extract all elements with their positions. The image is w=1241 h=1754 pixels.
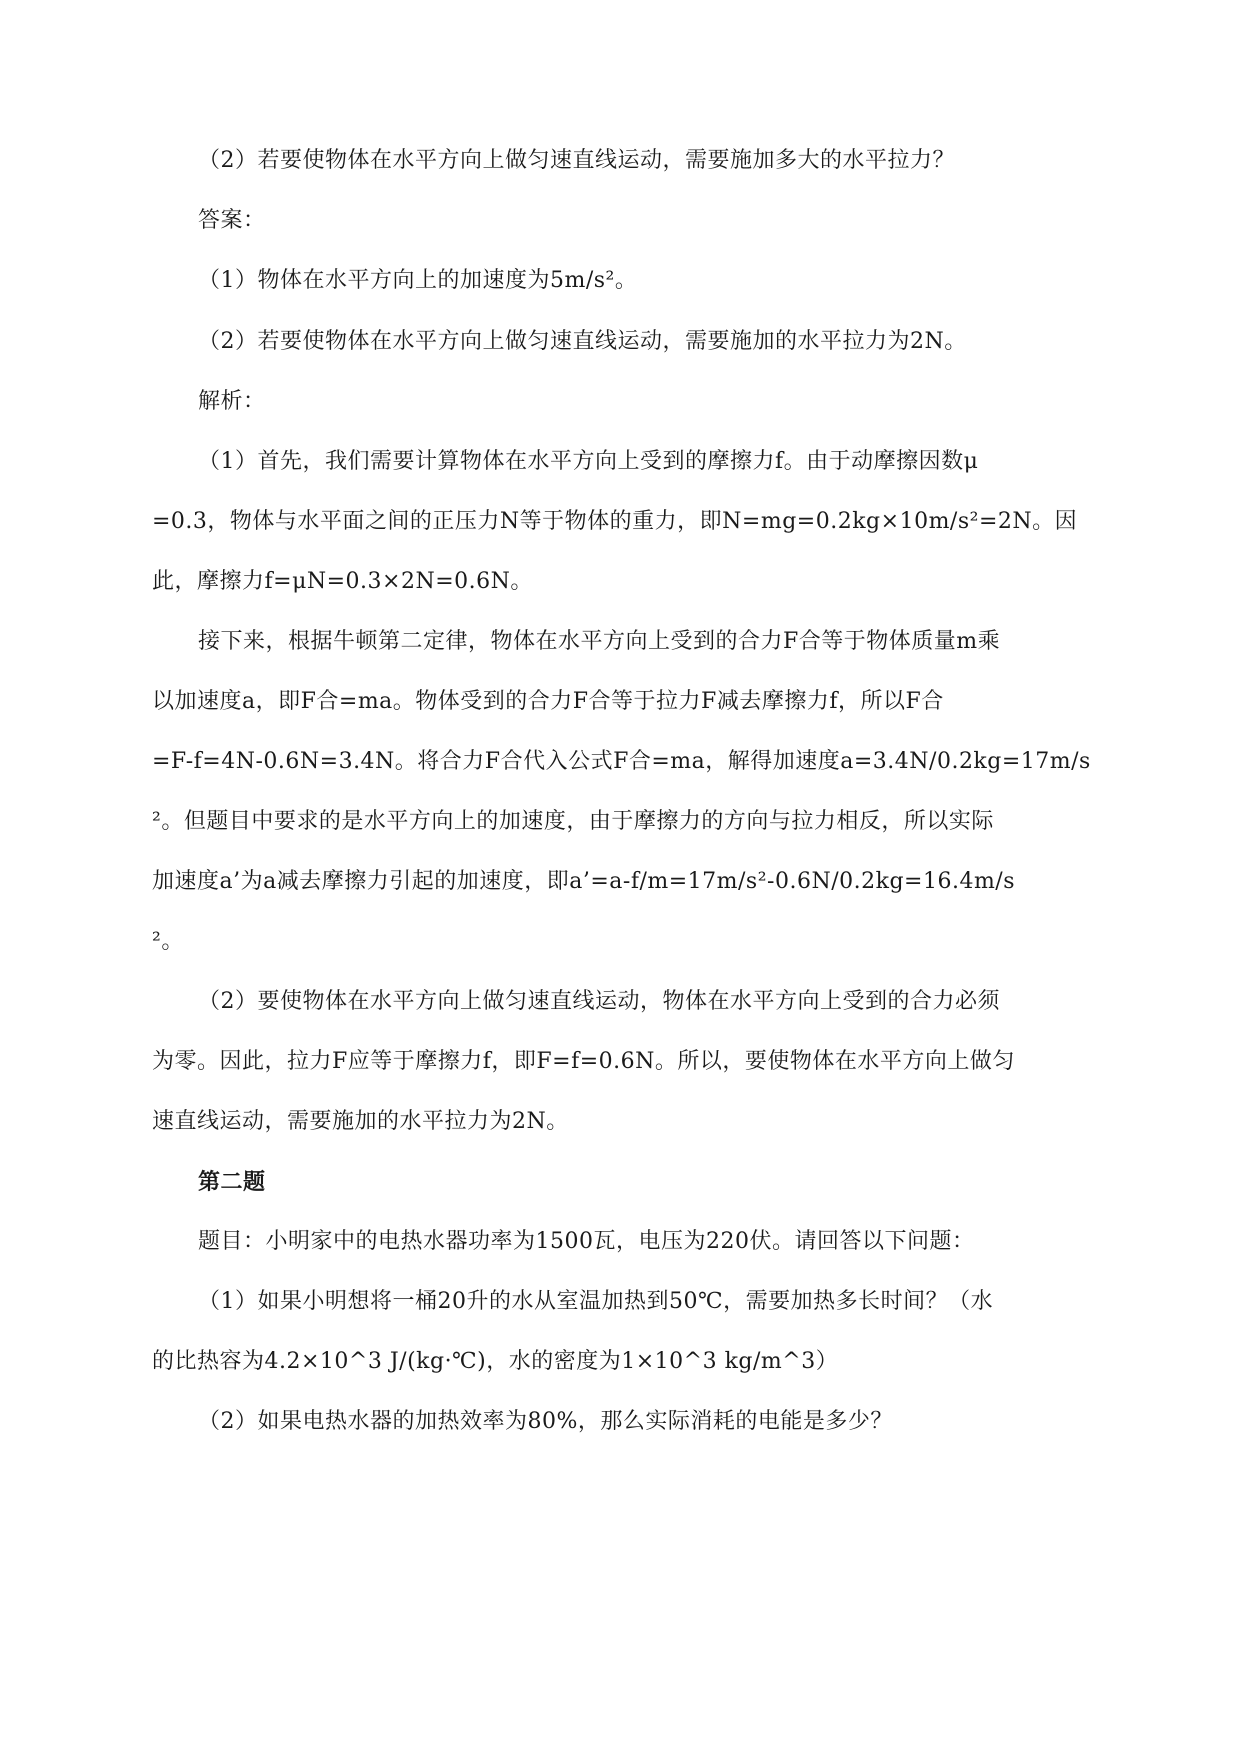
analysis-paragraph-line: 此，摩擦力f=μN=0.3×2N=0.6N。 — [152, 569, 533, 594]
analysis-paragraph-line: 为零。因此，拉力F应等于摩擦力f，即F=f=0.6N。所以，要使物体在水平方向上做匀 — [152, 1049, 1015, 1074]
problem-statement: 题目：小明家中的电热水器功率为1500瓦，电压为220伏。请回答以下问题： — [198, 1229, 975, 1254]
analysis-paragraph-line: ²。但题目中要求的是水平方向上的加速度，由于摩擦力的方向与拉力相反，所以实际 — [152, 809, 994, 834]
analysis-paragraph-line: ²。 — [152, 929, 184, 954]
analysis-paragraph-line: =F-f=4N-0.6N=3.4N。将合力F合代入公式F合=ma，解得加速度a=3.4N/0.2kg=17m/s — [152, 749, 1091, 774]
sub-question-2: （2）如果电热水器的加热效率为80%，那么实际消耗的电能是多少？ — [198, 1409, 893, 1434]
section-heading: 第二题 — [198, 1169, 266, 1195]
question-2-prompt: （2）若要使物体在水平方向上做匀速直线运动，需要施加多大的水平拉力？ — [198, 148, 955, 173]
analysis-paragraph-line: 接下来，根据牛顿第二定律，物体在水平方向上受到的合力F合等于物体质量m乘 — [198, 629, 1001, 654]
analysis-paragraph-line: 以加速度a，即F合=ma。物体受到的合力F合等于拉力F减去摩擦力f，所以F合 — [152, 689, 944, 714]
analysis-paragraph-line: （2）要使物体在水平方向上做匀速直线运动，物体在水平方向上受到的合力必须 — [198, 989, 1000, 1014]
analysis-paragraph-line: 速直线运动，需要施加的水平拉力为2N。 — [152, 1109, 569, 1134]
analysis-heading: 解析： — [198, 389, 266, 414]
analysis-paragraph-line: 加速度a’为a减去摩擦力引起的加速度，即a’=a-f/m=17m/s²-0.6N/0.2kg=16.4m/s — [152, 869, 1016, 894]
answer-1: （1）物体在水平方向上的加速度为5m/s²。 — [198, 268, 638, 293]
answer-heading: 答案： — [198, 208, 266, 233]
answer-2: （2）若要使物体在水平方向上做匀速直线运动，需要施加的水平拉力为2N。 — [198, 329, 967, 354]
sub-question-1-line: （1）如果小明想将一桶20升的水从室温加热到50℃，需要加热多长时间？（水 — [198, 1289, 994, 1314]
analysis-paragraph-line: （1）首先，我们需要计算物体在水平方向上受到的摩擦力f。由于动摩擦因数μ — [198, 449, 979, 474]
analysis-paragraph-line: =0.3，物体与水平面之间的正压力N等于物体的重力，即N=mg=0.2kg×10m/s²=2N。因 — [152, 509, 1078, 534]
sub-question-1-line: 的比热容为4.2×10^3 J/(kg·℃)，水的密度为1×10^3 kg/m^3） — [152, 1349, 839, 1374]
